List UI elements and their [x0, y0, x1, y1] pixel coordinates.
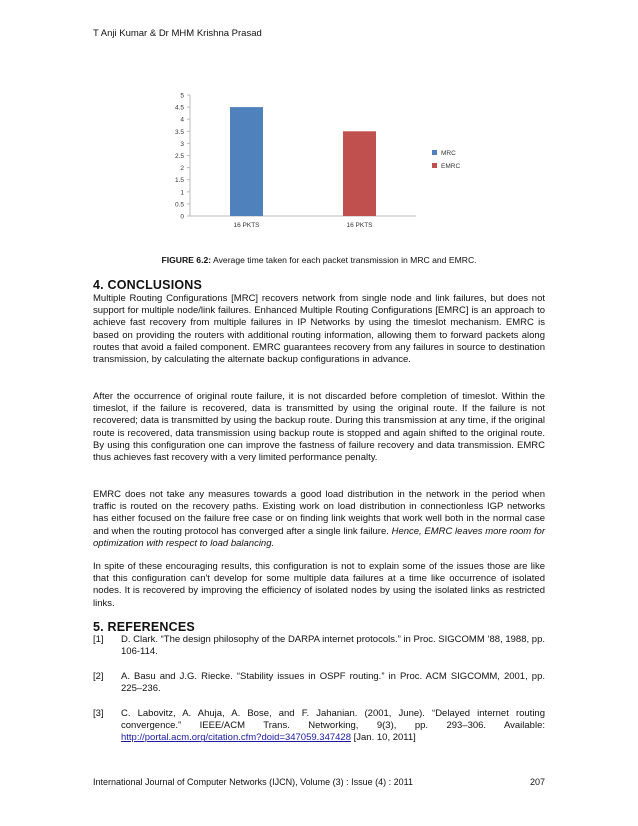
reference-item — [93, 708, 545, 745]
conclusions-paragraph-3-text: EMRC does not take any measures towards a good load distribution in the network in the period when traffic is routed on the recovery paths. Existing work on load distribution in connectionless IGP networks has either focused on the failure free case or on finding link weights that work well both in the normal case and when the routing protocol has converged after a single link failure. — [93, 489, 545, 537]
y-tick-label: 3 — [180, 140, 184, 148]
reference-text: A. Basu and J.G. Riecke. “Stability issues in OSPF routing.” in Proc. ACM SIGCOMM, 2001, pp. 225–236. — [121, 671, 545, 695]
figure-caption-label: FIGURE 6.2: — [161, 255, 212, 265]
y-tick-label: 0.5 — [174, 201, 184, 209]
legend-label-emrc: EMRC — [441, 163, 461, 170]
footer-journal: International Journal of Computer Networks (IJCN), Volume (3) : Issue (4) : 2011 — [93, 777, 413, 787]
y-tick-label: 2.5 — [174, 153, 184, 160]
y-tick-label: 1 — [180, 189, 184, 197]
references-heading: 5. REFERENCES — [93, 620, 195, 634]
y-tick-label: 5 — [180, 92, 184, 100]
bar-mrc — [230, 107, 263, 216]
conclusions-paragraph-3-italic: Hence, EMRC leaves more room for optimization with respect to load balancing. — [93, 525, 545, 549]
legend-label-mrc: MRC — [441, 150, 456, 157]
conclusions-heading: 4. CONCLUSIONS — [93, 278, 203, 292]
reference-number: [1] — [93, 634, 104, 645]
conclusions-paragraph-4: In spite of these encouraging results, this configuration is not to explain some of the issues those are like that this configuration can't develop for some multiple data failures at a time like occurrence of isolated nodes. It is recovered by improving the efficiency of isolated nodes by using the isolated links as restricted links. — [93, 561, 545, 609]
legend-swatch-mrc — [432, 150, 437, 155]
bar-emrc — [343, 131, 376, 216]
y-tick-label: 1.5 — [174, 177, 184, 185]
reference-access-date: [Jan. 10, 2011] — [351, 732, 416, 744]
legend-swatch-emrc — [432, 163, 437, 168]
reference-item — [93, 671, 545, 695]
running-header-author: T Anji Kumar & Dr MHM Krishna Prasad — [93, 28, 262, 39]
conclusions-paragraph-3 — [93, 489, 545, 550]
y-tick-label: 2 — [180, 165, 184, 173]
y-tick-label: 0 — [180, 213, 184, 221]
figure-caption-text: Average time taken for each packet transmission in MRC and EMRC. — [211, 255, 477, 265]
reference-text: C. Labovitz, A. Ahuja, A. Bose, and F. Jahanian. (2001, June). “Delayed internet routing convergence.” IEEE/ACM Trans. Networking, 9(3), pp. 293–306. Available: — [121, 708, 545, 732]
reference-item — [93, 634, 545, 658]
reference-text: D. Clark. “The design philosophy of the DARPA internet protocols.” in Proc. SIGCOMM ’88, 1988, pp. 106-114. — [121, 634, 545, 658]
reference-text-container — [121, 708, 545, 745]
y-tick-label: 3.5 — [174, 128, 184, 136]
figure-caption — [0, 255, 638, 265]
bar-chart — [160, 80, 478, 240]
y-tick-label: 4 — [180, 116, 184, 124]
conclusions-paragraph-2: After the occurrence of original route failure, it is not discarded before completion of timeslot. Within the timeslot, if the failure is recovered, data is transmitted by using the original route. If the failure is not recovered; data is transmitted by using the backup route. During this transmission at any time, if the original route is recovered, data transmission using backup route is stopped and again shifted to the original route. By using this configuration one can improve the fastness of failure recovery and data transmission. EMRC thus achieves fast recovery with a very limited performance penalty. — [93, 391, 545, 464]
reference-number: [2] — [93, 671, 104, 682]
y-tick-label: 4.5 — [174, 104, 184, 112]
page-number: 207 — [529, 777, 545, 787]
reference-link[interactable]: http://portal.acm.org/citation.cfm?doid=347059.347428 — [121, 732, 351, 744]
conclusions-paragraph-1: Multiple Routing Configurations [MRC] recovers network from single node and link failures, but does not support for multiple node/link failures. Enhanced Multiple Routing Configurations [EMRC] is an approach to achieve fast recovery from multiple failures in IP Networks by using the timeslot mechanism. EMRC is based on providing the routers with additional routing information, allowing them to forward packets along routes that avoid a failed component. EMRC guarantees recovery from any failures in source to destination transmission, by calculating the alternate backup configurations in advance. — [93, 293, 545, 366]
x-tick-label: 16 PKTS — [346, 222, 373, 229]
bar-chart-svg — [160, 80, 478, 240]
page-footer — [93, 777, 545, 787]
reference-number: [3] — [93, 708, 104, 719]
x-tick-label: 16 PKTS — [233, 222, 260, 229]
